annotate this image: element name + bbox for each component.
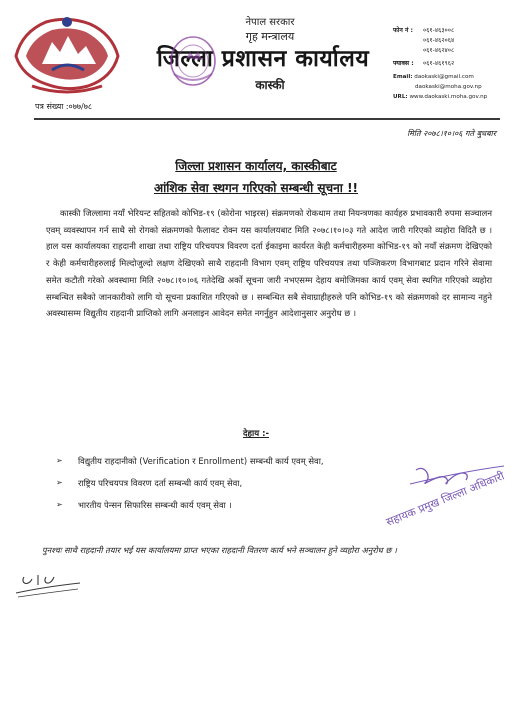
district-name: कास्की — [255, 78, 285, 92]
letter-date: मिति २०७८।१०।०६ गते बुधबार — [407, 129, 496, 138]
list-heading: देहाय :- — [242, 429, 270, 439]
arrow-bullet-icon: ➢ — [56, 478, 63, 487]
handwritten-initials — [14, 563, 84, 603]
email-address[interactable]: daokaski@moha.gov.np — [415, 84, 482, 90]
notice-subject — [0, 155, 512, 199]
subject-line-1: जिल्ला प्रशासन कार्यालय, कास्कीबाट — [175, 159, 337, 173]
contact-block — [393, 26, 511, 102]
suspended-services-list — [52, 450, 392, 516]
phone-number: ०६१-४६३००८ — [423, 27, 455, 34]
office-stamp-icon — [168, 34, 218, 88]
body-paragraph: कास्की जिल्लामा नयाँ भेरियन्ट सहितको कोभिड-१९ (कोरोना भाइरस) संक्रमणको रोकथाम तथा नियन्त्रणका कार्यहरु प्रभावकारी रुपमा सञ्चालन एवम् व्यवस्थापन गर्न साथै सो रोगको संक्रमणको फैलावट रोक्न यस कार्यालयबाट मिति २०७८।१०।०३ गते आदेश जारी गरिएको व्यहोरा विदितै छ । हाल यस कार्यालयका राहदानी शाखा तथा राष्ट्रिय परिचयपत्र विवरण दर्ता ईकाइमा कार्यरत केही कर्मचारीहरुमा कोभिड-१९ को नयाँ संक्रमण देखिएको र केही कर्मचारीहरुलाई मिल्दोजुल्दो लक्षण देखिएको साथै राहदानी विभाग एवम् राष्ट्रिय परिचयपत्र तथा पञ्जिकरण विभागबाट प्रदान गरिने सेवामा समेत कटौती गरेको अवस्थामा मिति २०७८।१०।०६ गतेदेखि अर्को सूचना जारी नभएसम्म देहाय बमोजिमका कार्य एवम् सेवा स्थगित गरिएको व्यहोरा सम्बन्धित सबैको जानकारीको लागि यो सूचना प्रकाशित गरिएको छ । सम्बन्धित सबै सेवाग्राहीहरुले पनि कोभिड-१९ को संक्रमणको दर सामान्य नहुने अवस्थासम्म विद्युतीय राहदानी प्राप्तिको लागि अनलाइन आवेदन समेत नगर्नुहुन आदेशानुसार अनुरोध छ । — [46, 208, 492, 319]
list-item — [52, 450, 392, 472]
fax-label: फ्याक्स : — [393, 60, 414, 67]
ministry-name: गृह मन्त्रालय — [245, 30, 295, 43]
email-address[interactable]: daokaski@gmail.com — [414, 74, 474, 80]
list-item-text: विद्युतीय राहदानीको (Verification र Enrollment) सम्बन्धी कार्य एवम् सेवा, — [78, 456, 324, 466]
reference-label: पत्र संख्या : — [35, 102, 69, 111]
phone-number: ०६१-४६२४०८ — [423, 47, 455, 54]
list-item — [52, 494, 392, 516]
fax-number: ०६१-४६१९६२ — [423, 60, 455, 67]
postscript: पुनश्चः साथै राहदानी तयार भई यस कार्यालयमा प्राप्त भएका राहदानी वितरण कार्य भने सञ्चालन हुने व्यहोरा अनुरोध छ । — [42, 545, 397, 555]
list-item-text: राष्ट्रिय परिचयपत्र विवरण दर्ता सम्बन्धी कार्य एवम् सेवा, — [78, 478, 243, 488]
list-item-text: भारतीय पेन्सन सिफारिस सम्बन्धी कार्य एवम् सेवा । — [78, 500, 232, 510]
official-signature — [380, 462, 510, 530]
reference-number — [35, 101, 92, 112]
subject-line-2: आंशिक सेवा स्थगन गरिएको सम्बन्धी सूचना !! — [153, 181, 359, 195]
arrow-bullet-icon: ➢ — [56, 500, 63, 509]
phone-label: फोन नं : — [393, 27, 414, 34]
website-url[interactable]: www.daokaski.moha.gov.np — [409, 94, 488, 100]
signature-designation: सहायक प्रमुख जिल्ला अधिकारी — [384, 469, 507, 529]
nepal-emblem-icon — [12, 12, 122, 94]
office-name: जिल्ला प्रशासन कार्यालय — [156, 45, 370, 72]
url-label: URL: — [393, 94, 408, 100]
reference-value: ०७७/७८ — [68, 102, 93, 111]
header-divider — [34, 118, 500, 120]
government-name: नेपाल सरकार — [245, 17, 295, 28]
phone-number: ०६१-४६२०६४ — [423, 37, 455, 44]
email-label: Email: — [393, 74, 413, 80]
notice-body — [46, 205, 492, 322]
arrow-bullet-icon: ➢ — [56, 456, 63, 465]
list-item — [52, 472, 392, 494]
